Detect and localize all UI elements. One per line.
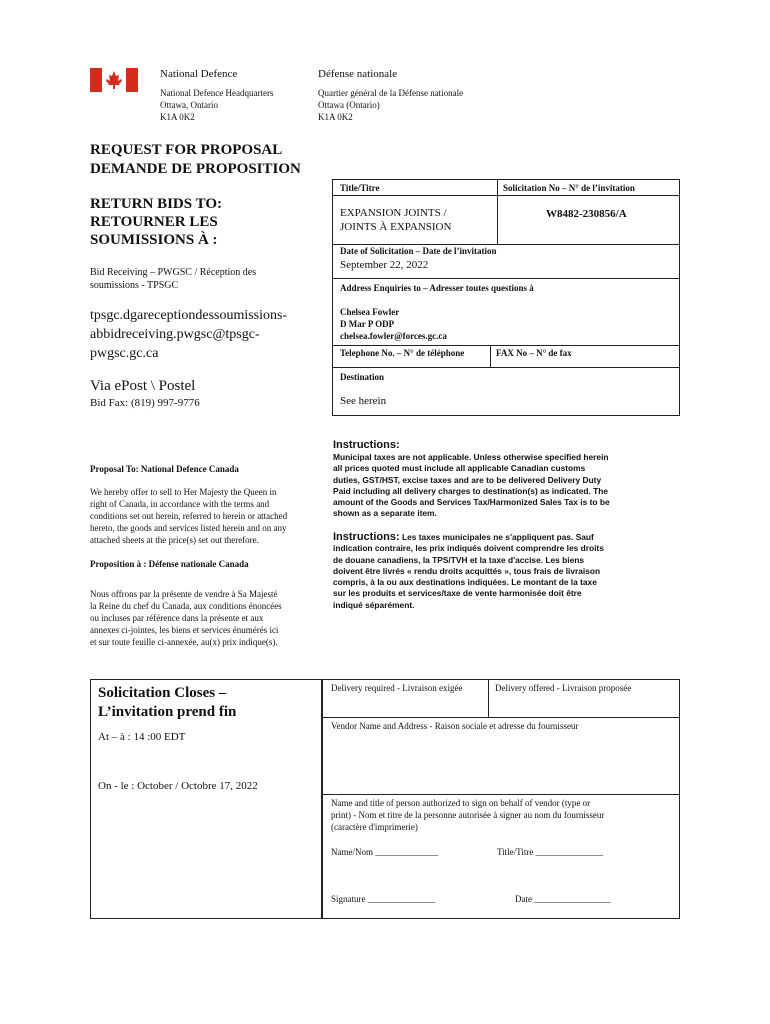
solicitation-label: Solicitation No – N° de l’invitation <box>503 183 635 193</box>
address-line: Ottawa, Ontario <box>160 100 218 110</box>
address-line: Ottawa (Ontario) <box>318 100 380 110</box>
text-line: indication contraire, les prix indiqués doivent comprendre les droits <box>333 543 604 554</box>
text-line: attached sheets at the price(s) set out therefore. <box>90 535 259 545</box>
text-line: doivent être livrés « rendu droits acquittés », tous frais de livraison <box>333 565 601 576</box>
text-line: la Reine du chef du Canada, aux conditions énoncées <box>90 601 282 611</box>
enquiries-label: Address Enquiries to – Adresser toutes questions à <box>340 283 534 293</box>
text-line: annexes ci-jointes, les biens et services énumérés ici <box>90 625 279 635</box>
divider <box>488 679 489 717</box>
divider <box>332 367 680 368</box>
text-line: pwgsc.gc.ca <box>90 346 159 361</box>
text-line: soumissions - TPSGC <box>90 280 179 291</box>
title-en: REQUEST FOR PROPOSAL <box>90 142 283 158</box>
divider <box>322 794 680 795</box>
divider <box>332 195 680 196</box>
divider <box>497 179 498 244</box>
bid-receiving <box>90 266 256 292</box>
heading-line: SOUMISSIONS À : <box>90 232 218 248</box>
divider <box>322 717 680 718</box>
destination-label: Destination <box>340 372 385 382</box>
text-line: Solicitation Closes – <box>98 685 227 701</box>
heading-line: RETOURNER LES <box>90 214 218 230</box>
delivery-required-field[interactable]: Delivery required - Livraison exigée <box>331 683 463 693</box>
title-value <box>340 206 451 234</box>
instructions-en <box>333 452 610 520</box>
instructions-fr <box>333 532 604 611</box>
destination-value: See herein <box>340 395 387 407</box>
text-line: Nous offrons par la présente de vendre à Sa Majesté <box>90 589 278 599</box>
proposal-body-en <box>90 486 287 546</box>
canada-flag-icon <box>90 68 138 92</box>
text-line: EXPANSION JOINTS / <box>340 207 447 219</box>
epost: Via ePost \ Postel <box>90 378 196 394</box>
contact-email[interactable]: chelsea.fowler@forces.gc.ca <box>340 331 447 341</box>
proposal-to-en: Proposal To: National Defence Canada <box>90 464 239 474</box>
signature-field[interactable]: Signature _______________ <box>331 894 436 904</box>
address-line: National Defence Headquarters <box>160 88 274 98</box>
authorized-person <box>331 797 604 833</box>
text-line: right of Canada, in accordance with the terms and <box>90 499 270 509</box>
closing-title <box>98 684 236 722</box>
contact-unit: D Mar P ODP <box>340 319 395 329</box>
dept-name-fr: Défense nationale <box>318 68 398 80</box>
text-line: hereto, the goods and services listed herein and on any <box>90 523 287 533</box>
address-line: K1A 0K2 <box>160 112 195 122</box>
instructions-fr-heading: Instructions: <box>333 531 400 543</box>
text-line: ou incluses par référence dans la présente et aux <box>90 613 264 623</box>
text-line: Municipal taxes are not applicable. Unless otherwise specified herein <box>333 452 609 462</box>
vendor-name-field[interactable]: Vendor Name and Address - Raison sociale et adresse du fournisseur <box>331 721 579 731</box>
text-line: print) - Nom et titre de la personne autorisée à signer au nom du fournisseur <box>331 810 605 820</box>
solicitation-number: W8482-230856/A <box>546 208 627 220</box>
proposal-body-fr <box>90 588 282 648</box>
divider <box>332 345 680 346</box>
name-field[interactable]: Name/Nom ______________ <box>331 847 439 857</box>
proposal-to-fr: Proposition à : Défense nationale Canada <box>90 559 249 569</box>
text-line: duties, GST/HST, excise taxes and are to be delivered Delivery Duty <box>333 474 602 485</box>
text-line: compris, à la ou aux destinations indiquées. Le montant de la taxe <box>333 577 597 588</box>
telephone-label: Telephone No. – N° de téléphone <box>340 348 465 358</box>
instructions-heading: Instructions: <box>333 439 400 451</box>
title-label: Title/Titre <box>340 183 380 193</box>
closing-date: On - le : October / Octobre 17, 2022 <box>98 780 258 792</box>
text-line: We hereby offer to sell to Her Majesty the Queen in <box>90 487 277 497</box>
text-line: tpsgc.dgareceptiondessoumissions- <box>90 308 288 323</box>
address-en <box>160 87 273 123</box>
text-line: conditions set out herein, referred to herein or attached <box>90 511 288 521</box>
text-line: L’invitation prend fin <box>98 704 237 720</box>
text-line: Name and title of person authorized to sign on behalf of vendor (type or <box>331 798 591 808</box>
text-line: (caractère d'imprimerie) <box>331 822 418 832</box>
bid-fax: Bid Fax: (819) 997-9776 <box>90 397 200 409</box>
text-line: abbidreceiving.pwgsc@tpsgc- <box>90 327 260 342</box>
address-fr <box>318 87 463 123</box>
contact <box>340 306 447 342</box>
address-line: Quartier général de la Défense nationale <box>318 88 464 98</box>
dept-name-en: National Defence <box>160 68 238 80</box>
divider <box>490 345 491 367</box>
delivery-offered-field[interactable]: Delivery offered - Livraison proposée <box>495 683 632 693</box>
text-line: Bid Receiving – PWGSC / Réception des <box>90 267 257 278</box>
text-line <box>333 532 604 543</box>
date-field[interactable]: Date _________________ <box>515 894 611 904</box>
text-line: all prices quoted must include all applicable Canadian customs <box>333 463 586 474</box>
text-fragment: Les taxes municipales ne s'appliquent pas. Sauf <box>399 532 594 542</box>
text-line: shown as a separate item. <box>333 508 437 519</box>
address-line: K1A 0K2 <box>318 112 353 122</box>
text-line: Paid including all delivery charges to destination(s) as indicated. The <box>333 485 609 496</box>
heading-line: RETURN BIDS TO: <box>90 196 222 212</box>
title-field[interactable]: Title/Titre _______________ <box>497 847 604 857</box>
bid-email[interactable] <box>90 306 287 363</box>
document-title <box>90 141 301 179</box>
text-line: sur les produits et services/taxe de vente harmonisée doit être <box>333 588 582 599</box>
title-fr: DEMANDE DE PROPOSITION <box>90 161 301 177</box>
closing-time: At – à : 14 :00 EDT <box>98 731 186 743</box>
return-bids-heading <box>90 195 222 249</box>
text-line: et sur toute feuille ci-annexée, au(x) prix indique(s). <box>90 637 278 647</box>
text-line: JOINTS À EXPANSION <box>340 221 452 233</box>
text-line: amount of the Goods and Services Tax/Harmonized Sales Tax is to be <box>333 497 610 508</box>
text-line: de douane canadiens, la TPS/TVH et la taxe d'accise. Les biens <box>333 554 585 565</box>
date-label: Date of Solicitation – Date de l’invitation <box>340 246 497 256</box>
text-line: indiqué séparément. <box>333 599 415 610</box>
fax-label: FAX No – N° de fax <box>496 348 572 358</box>
divider <box>332 278 680 279</box>
contact-name: Chelsea Fowler <box>340 307 400 317</box>
date-value: September 22, 2022 <box>340 259 429 271</box>
